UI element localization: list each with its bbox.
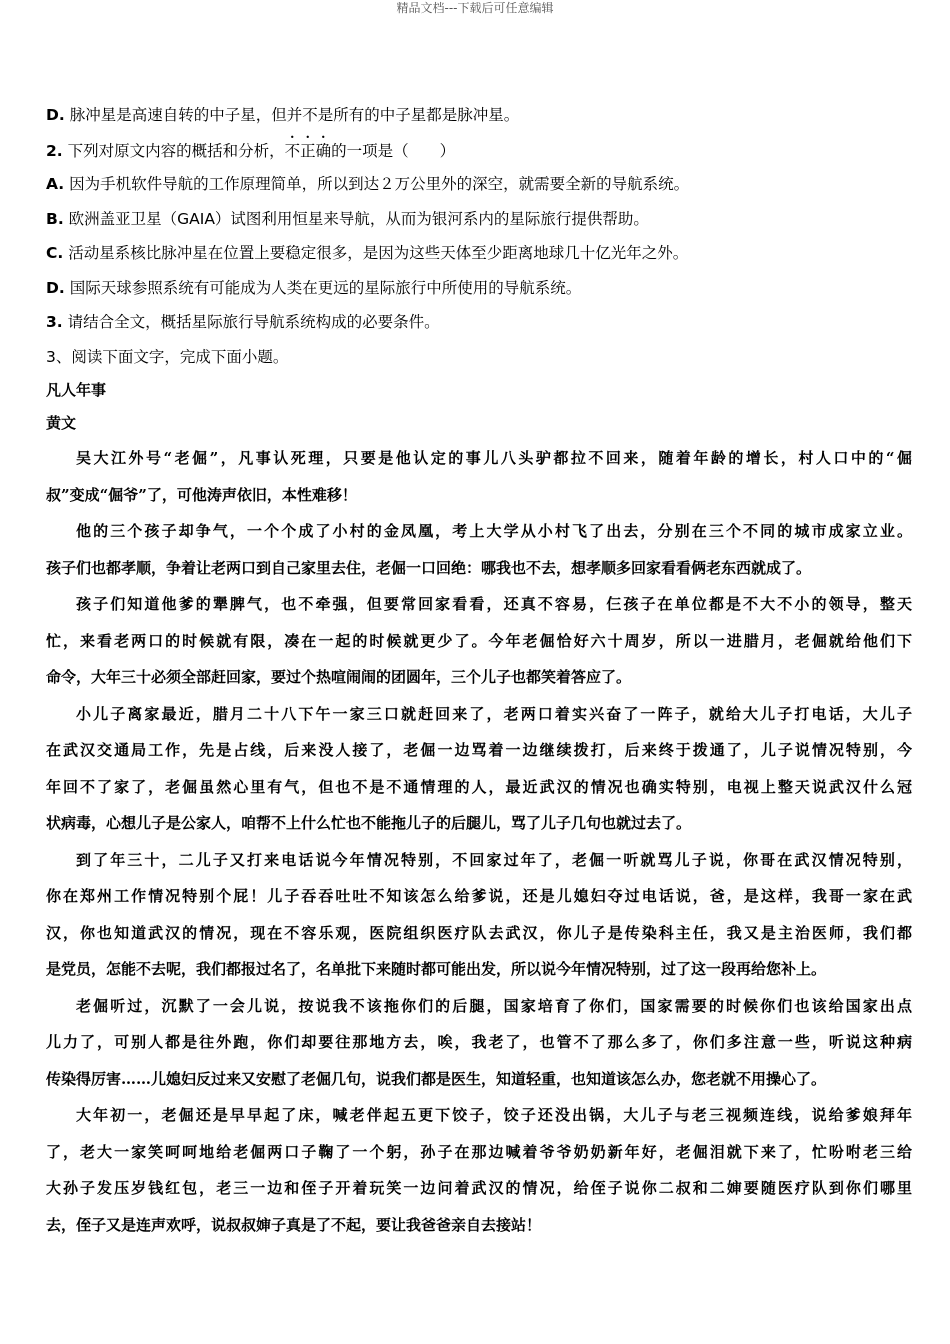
paragraph-line: 儿力了，可别人都是往外跑，你们却要往那地方去，唉，我老了，也管不了那么多了，你们多注意一些，听说这种病 [46, 1033, 912, 1051]
option-text: 国际天球参照系统有可能成为人类在更远的星际旅行中所使用的导航系统。 [69, 278, 582, 297]
question-2 [46, 133, 912, 168]
paragraph-line: 命令，大年三十必须全部赶回家，要过个热喧闹闹的团圆年，三个儿子也都笑着答应了。 [46, 668, 632, 686]
option-label: B. [46, 209, 64, 228]
story-paragraphs [46, 440, 912, 1243]
option-label: D. [46, 278, 65, 297]
paragraph-line: 汉，你也知道武汉的情况，现在不容乐观，医院组织医疗队去武汉，你儿子是传染科主任，我又是主治医师，我们都 [46, 923, 912, 942]
paragraph-line: 孩子们知道他爹的犟脾气，也不牵强，但要常回家看看，还真不容易，仨孩子在单位都是不大不小的领导，整天 [76, 595, 912, 613]
option-label: C. [46, 244, 64, 262]
question-number: 2. [46, 141, 63, 160]
story-paragraph [46, 440, 912, 513]
option-text: 脉冲星是高速自转的中子星，但并不是所有的中子星都是脉冲星。 [69, 106, 520, 124]
paragraph-line: 他的三个孩子却争气，一个个成了小村的金凤凰，考上大学从小村飞了出去，分别在三个不同的城市成家立业。 [76, 522, 912, 540]
option-label: A. [46, 175, 65, 193]
instruction-text: 3、阅读下面文字，完成下面小题。 [46, 347, 289, 366]
paragraph-line: 大孙子发压岁钱红包，老三一边和侄子开着玩笑一边问着武汉的情况，给侄子说你二叔和二婶要随医疗队到你们哪里 [46, 1179, 912, 1197]
paragraph-line: 吴大江外号“老倔”，凡事认死理，只要是他认定的事儿八头驴都拉不回来，随着年龄的增长，村人口中的“倔 [76, 449, 912, 467]
story-paragraph [46, 1097, 912, 1243]
story-author: 黄文 [46, 414, 77, 432]
option-d-q1 [46, 98, 912, 133]
question-number: 3. [46, 313, 63, 331]
story-paragraph [46, 696, 912, 842]
question-text-post: 的一项是（ ） [331, 141, 456, 160]
story-paragraph [46, 586, 912, 696]
option-text: 欧洲盖亚卫星（GAIA）试图利用恒星来导航，从而为银河系内的星际旅行提供帮助。 [68, 209, 649, 228]
paragraph-line: 到了年三十，二儿子又打来电话说今年情况特别，不回家过年了，老倔一听就骂儿子说，你哥在武汉情况特别， [76, 850, 912, 869]
question-text: 请结合全文，概括星际旅行导航系统构成的必要条件。 [67, 313, 440, 331]
paragraph-line: 你在郑州工作情况特别个屁！儿子吞吞吐吐不知该怎么给爹说，还是儿媳妇夺过电话说，爸，是这样，我哥一家在武 [46, 887, 912, 905]
option-text: 活动星系核比脉冲星在位置上要稳定很多，是因为这些天体至少距离地球几十亿光年之外。 [68, 244, 689, 262]
section-instruction [46, 340, 912, 375]
paragraph-line: 大年初一，老倔还是早早起了床，喊老伴起五更下饺子，饺子还没出锅，大儿子与老三视频连线，说给爹娘拜年 [76, 1106, 912, 1124]
option-label: D. [46, 106, 65, 124]
paragraph-line: 在武汉交通局工作，先是占线，后来没人接了，老倔一边骂着一边继续拨打，后来终于拨通了，儿子说情况特别，今 [46, 741, 912, 759]
option-a [46, 167, 912, 202]
paragraph-line: 状病毒，心想儿子是公家人，咱帮不上什么忙也不能拖儿子的后腿儿，骂了儿子几句也就过去了。 [46, 814, 692, 832]
paragraph-line: 了，老大一家笑呵呵地给老倔两口子鞠了一个躬，孙子在那边喊着爷爷奶奶新年好，老倔泪就下来了，忙吩咐老三给 [46, 1142, 912, 1161]
story-paragraph [46, 842, 912, 988]
story-title: 凡人年事 [46, 381, 107, 399]
document-body [46, 98, 912, 1243]
option-c [46, 236, 912, 271]
paragraph-line: 传染得厉害……儿媳妇反过来又安慰了老倔几句，说我们都是医生，知道轻重，也知道该怎么办，您老就不用操心了。 [46, 1069, 827, 1088]
paragraph-line: 小儿子离家最近，腊月二十八下午一家三口就赶回来了，老两口着实兴奋了一阵子，就给大儿子打电话，大儿子 [76, 704, 912, 723]
story-paragraph [46, 988, 912, 1098]
paragraph-line: 年回不了家了，老倔虽然心里有气，但也不是不通情理的人，最近武汉的情况也确实特别，电视上整天说武汉什么冠 [46, 777, 912, 796]
paragraph-line: 叔”变成“倔爷”了，可他涛声依旧，本性难移！ [46, 485, 357, 504]
paragraph-line: 孩子们也都孝顺，争着让老两口到自己家里去住，老倔一口回绝：哪我也不去，想孝顺多回家看看俩老东西就成了。 [46, 558, 812, 577]
paragraph-line: 去，侄子又是连声欢呼，说叔叔婶子真是了不起，要让我爸爸亲自去接站！ [46, 1215, 542, 1234]
story-paragraph [46, 513, 912, 586]
paragraph-line: 老倔听过，沉默了一会儿说，按说我不该拖你们的后腿，国家培育了你们，国家需要的时候你们也该给国家出点 [76, 996, 912, 1015]
page-header: 精品文档---下载后可任意编辑 [396, 1, 554, 15]
paragraph-line: 忙，来看老两口的时候就有限，凑在一起的时候就更少了。今年老倔恰好六十周岁，所以一进腊月，老倔就给他们下 [46, 631, 912, 650]
option-b [46, 202, 912, 237]
option-d [46, 271, 912, 306]
paragraph-line: 是党员，怎能不去呢，我们都报过名了，名单批下来随时都可能出发，所以说今年情况特别，过了这一段再给您补上。 [46, 960, 827, 978]
question-text-pre: 下列对原文内容的概括和分析， [67, 141, 285, 160]
emphasized-text: 不正确 [284, 141, 332, 160]
question-3 [46, 305, 912, 340]
option-text: 因为手机软件导航的工作原理简单，所以到达２万公里外的深空，就需要全新的导航系统。 [69, 175, 690, 193]
